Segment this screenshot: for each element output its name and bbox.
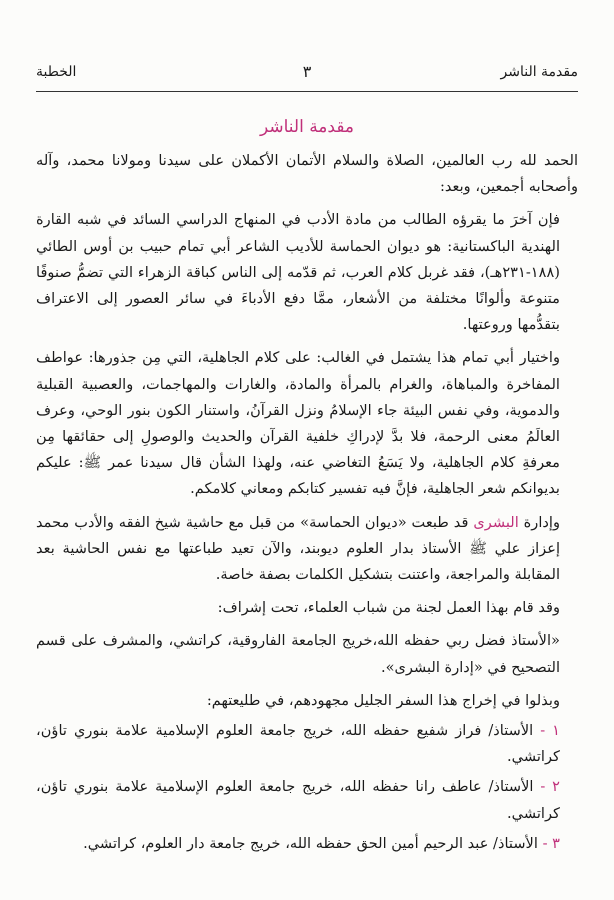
paragraph-7: وبذلوا في إخراج هذا السفر الجليل مجهودهم، في طليعتهم: — [206, 691, 560, 709]
list-item-text: الأستاذ/ عاطف رانا حفظه الله، خريج جامعة العلوم الإسلامية علامة بنوري تاؤن، كراتشي. — [36, 778, 560, 822]
page-number: ٣ — [302, 62, 312, 81]
paragraph-6: «الأستاذ فضل ربي حفظه الله،خريج الجامعة الفاروقية، كراتشي، والمشرف على قسم التصحيح في «إدارة البشرى». — [36, 632, 560, 676]
list-item-text: الأستاذ/ عبد الرحيم أمين الحق حفظه الله، خريج جامعة دار العلوم، كراتشي. — [83, 834, 538, 852]
header-chapter-title: الخطبة — [36, 64, 77, 80]
paragraph-4-rest: قد طبعت «ديوان الحماسة» من قبل مع حاشية شيخ الفقه والأدب محمد إعزاز علي ﷺ الأستاذ بدار العلوم ديوبند، والآن تعيد طباعتها مع نفس الحاشية بعد المقابلة والمراجعة، واعتنت بتشكيل الكلمات بصفة خاصة. — [36, 513, 560, 584]
header-section-title: مقدمة الناشر — [500, 64, 578, 80]
page-title: مقدمة الناشر — [259, 117, 355, 137]
publisher-name: البشرى — [473, 513, 519, 531]
list-item-number: ٣ - — [542, 834, 560, 852]
paragraph-3: واختيار أبي تمام هذا يشتمل في الغالب: على كلام الجاهلية، التي مِن جذورها: عواطف المفاخرة والمباهاة، والغرام بالمرأة والمادة، والغارات والمهاجمات، والعصبية القبلية والدموية، وفي نفس البيئة جاء الإسلامُ ونزل القرآنُ، واستنار الكون بنور الوحي، وعرف العالَمُ معنى الرحمة، فلا بدَّ لإدراكِ خلفية القرآن والحديث والوصولِ إلى حقائقها مِن معرفةِ كلام الجاهلية، ولا يَسَعُ التغاضي عنه، ولهذا الشأن قال سيدنا عمر ﷺ: عليكم بديوانكم شعر الجاهلية، فإنَّ فيه تفسير كتابكم ومعاني كلامكم. — [36, 349, 560, 498]
list-item — [36, 774, 578, 826]
paragraph-4-start: وإدارة — [518, 513, 560, 531]
paragraph-2: فإن آخرَ ما يقرؤه الطالب من مادة الأدب في المنهاج الدراسي السائد في شبه القارة الهندية الباكستانية: هو ديوان الحماسة للأديب الشاعر أبي تمام حبيب بن أوس الطائي (١٨٨-٢٣١هـ)، فقد غربل كلام العرب، ثم قدّمه إلى الناس كباقة الزهراء التي تضمُّ صنوفًا متنوعة وألوانًا مختلفة من الأشعار، ممَّا دفع الأدباءَ في سائر العصور إلى الاعتراف بتقدُّمها وروعتها. — [36, 211, 560, 334]
header-rule — [36, 91, 578, 92]
paragraph-4 — [36, 510, 578, 589]
list-item — [36, 831, 578, 857]
list-item-number: ٢ - — [540, 778, 561, 796]
paragraph-1: الحمد لله رب العالمين، الصلاة والسلام الأتمان الأكملان على سيدنا ومولانا محمد، وآله وأصحابه أجمعين، وبعد: — [36, 152, 578, 196]
body-text — [36, 148, 578, 857]
list-item-number: ١ - — [540, 722, 561, 740]
paragraph-5: وقد قام بهذا العمل لجنة من شباب العلماء، تحت إشراف: — [217, 599, 560, 617]
running-header — [36, 64, 578, 88]
list-item — [36, 718, 578, 770]
list-item-text: الأستاذ/ فراز شفيع حفظه الله، خريج جامعة العلوم الإسلامية علامة بنوري تاؤن، كراتشي. — [36, 722, 560, 766]
contributors-list — [36, 718, 578, 857]
